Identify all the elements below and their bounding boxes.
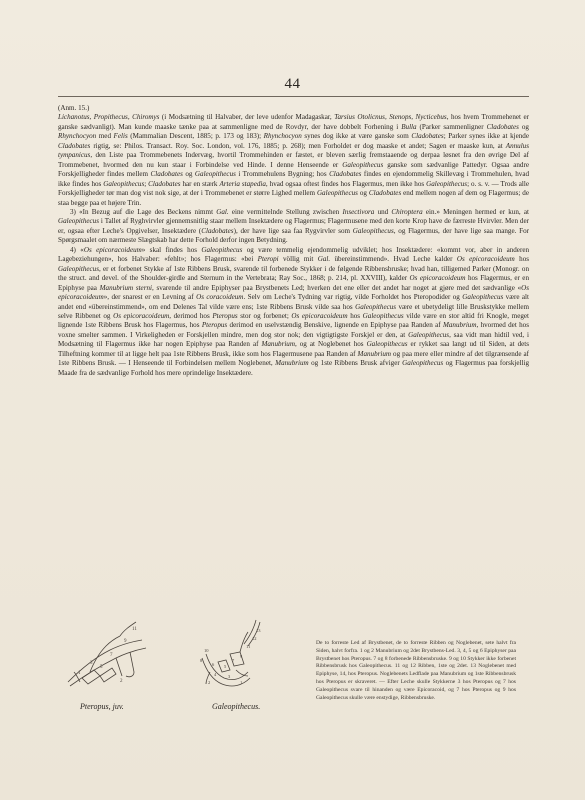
text-segment: og Flagermus paa forskjellig Maade fra de sædvanlige Forhold hos mere oprindelige Insektædere. <box>58 359 529 377</box>
figure-label: 9 <box>124 639 127 644</box>
text-segment: vilde være en stor altid fri Knogle, meget lignende 1ste Ribbens Brusk hos Flagermus, hos <box>58 311 530 330</box>
text-segment: , er et forbenet Stykke af 1ste Ribbens Brusk, svarende til forbenede Stykker i de følgende Ribbensbruske; hvad han, tilligemed Parker (Monogr. on the struct. and devel. of the Shoulder-girdle and Sternum in the Vertebrata; Ray Soc., 1868; p. 214, pl. XXVIII), kalder <box>58 264 529 283</box>
text-segment: og <box>357 189 369 198</box>
italic-term: Annulus tympanicus <box>58 141 529 160</box>
text-segment: und <box>374 207 392 216</box>
italic-term: Cladobates <box>486 122 519 131</box>
italic-term: Os epicoracoideum <box>58 283 530 302</box>
text-segment: derimod en uselvstændig Benskive, lignende en Epiphyse paa Randen af <box>227 321 443 330</box>
text-segment: übereinstimmend». Hvad Leche kalder <box>330 255 457 264</box>
text-segment: i Tallet af Ryghvirvler gjennemsnitlig staar mellem Insektædere og Flagermus; Flagermusene med den korte Krop have de færreste Hvirvler. Men der er, ogsaa efter Leche's Opgivelser, Insektædere ( <box>58 217 529 235</box>
galeopithecus-sternum-drawing <box>196 614 274 696</box>
text-segment: ; <box>144 179 149 188</box>
text-segment: ein.» Meningen hermed er kun, at <box>422 207 530 216</box>
italic-term: Galeopithecus <box>58 264 99 273</box>
text-segment: være et ubetydeligt lille Bruskstykke mellem selve Ribbenet og <box>58 302 530 320</box>
figure-label: 8 <box>200 658 203 663</box>
text-segment: . Selv om Leche's Tydning var rigtig, vilde Forholdet hos Pteropodider og <box>243 293 463 302</box>
italic-term: Galeopithecus <box>426 179 468 188</box>
text-segment: stor og forbenet; <box>237 311 292 320</box>
note-label: (Anm. 15.) <box>58 104 90 112</box>
italic-term: Pteropus <box>212 311 238 320</box>
italic-term: Galeopithecus <box>362 311 404 320</box>
italic-term: Manubrium <box>261 340 295 349</box>
italic-term: Galeopithecus <box>316 189 358 198</box>
text-segment: og <box>182 170 195 179</box>
text-segment: , hvad ogsaa oftest findes hos Flagermus, men ikke hos <box>265 179 427 188</box>
text-segment: 3) «In Bezug auf die Lage des Beckens nimmt <box>70 207 217 216</box>
italic-term: Rhynchocyon <box>58 132 97 141</box>
text-segment: med <box>96 132 114 141</box>
italic-term: Manubrium <box>357 349 392 358</box>
text-segment: , hvormed det hos voxne smelter sammen. I Virkeligheden er Forskjellen mindre, men dog stor nok; den vigtigtigste Forskjel er den, at <box>58 321 529 339</box>
italic-term: Galeopithecus <box>58 217 99 226</box>
header-rule <box>58 96 529 97</box>
figure-label: 1 <box>240 680 243 685</box>
paragraph-2 <box>58 208 529 246</box>
paragraph-1 <box>58 113 529 208</box>
text-segment: og 1ste Ribbens Brusk afviger <box>308 359 403 368</box>
text-segment: ; Parker synes ikke at kjende <box>443 132 529 141</box>
text-segment: og være temmelig ejendommelig udviklet; hos Insektædere: «kommt vor, aber in anderen Lagebeziehungen», hos Halvaber: «fehlt»; hos Flagermus: «bei <box>58 245 530 264</box>
figure-label: 7 <box>232 658 235 663</box>
italic-term: Os epicoracoideum <box>456 255 515 264</box>
figure-caption-galeopithecus: Galeopithecus. <box>212 702 261 711</box>
text-segment: ganske som sædvanlige Pattedyr. Ogsaa andre Forskjelligheder findes mellem <box>58 160 529 179</box>
text-segment: , den Liste paa Trommebenets Indervæg, hvortil Trommehinden er fæstet, er bleven særlig fremstaaende og derpaa løsnet fra den øvrige Del af Trommebenet, hvormed den nu kun staar i Forbindelse ved Hinde. I denne Henseende er <box>58 151 529 169</box>
italic-term: Galeopithecus <box>366 340 408 349</box>
text-segment: har en stærk <box>180 179 220 188</box>
italic-term: Cladobates <box>150 170 183 179</box>
pteropus-sternum-drawing <box>60 612 155 696</box>
text-segment: , svarende til andre Epiphyser paa Brystbenets Led; hverken det ene eller det andet har noget at gjøre med det sædvanlige « <box>152 283 522 292</box>
text-segment: , derimod hos <box>169 311 213 320</box>
text-segment: rigtig, se: Philos. Transact. Roy. Soc. London, vol. 176, 1885; p. 268); men Forholdet er dog maaske et andet; Sagen er maaske kun, at <box>90 141 506 150</box>
italic-term: Galeopithecus <box>355 302 397 311</box>
figure-label: 4 <box>214 672 217 677</box>
text-segment: være alt andet end «übereinstimmend», om end Delenes Tal vilde være ens; 1ste Ribbens Brusk vilde saa hos <box>58 293 529 311</box>
text-segment: og <box>518 122 529 131</box>
italic-term: Galeopithecus <box>194 170 236 179</box>
italic-term: Rhynchocyon <box>263 132 302 141</box>
text-segment: » skal findes hos <box>141 245 202 254</box>
italic-term: Os coracoideum <box>196 293 244 302</box>
figure-label: 7 <box>110 653 113 658</box>
text-segment: i Trommehulens Bygning; hos <box>235 170 330 179</box>
italic-term: Os epicoracoideum <box>113 311 170 320</box>
italic-term: Galeopithecus <box>462 293 504 302</box>
figure-label: 2 <box>120 679 123 684</box>
text-segment: synes dog ikke at være ganske som <box>301 132 412 141</box>
italic-term: Pteropus <box>201 321 228 330</box>
body-text <box>58 104 529 378</box>
text-segment: end mellem nogen af dem og Flagermus; de staa begge paa et højere Trin. <box>58 189 529 207</box>
text-segment: völlig mit <box>278 255 318 264</box>
italic-term: Os epicoracoideum <box>83 245 142 254</box>
text-segment: , hos hvem Trommehenet er ganske sædvanligt). Man kunde maaske tænke paa at sammenligne med de Rovdyr, der have dobbelt Forhening i <box>58 113 529 131</box>
figure-legend: De to forreste Led af Brystbenet, de to forreste Ribben og Noglebenet, sete halvt fra Siden, halvt forfra. 1 og 2 Manubrium og 2det Brystbens-Led. 3, 4, 5 og 6 Epiphyser paa Brystbenet hos Pteropus. 7 og 8 forbenede Ribbensbruske. 9 og 10 Stykker ikke forbenet Ribbensbrusk hos Galeopithecus. 11 og 12 Ribben, 1ste og 2det. 13 Noglebenet med Epiphyse, 14, hos Pteropus. Noglebenets Ledflade paa Manubrium og 1ste Ribbensbrusk hos Pteropus er skraveret. — Efter Leche skulle Stykkerne 3 hos Pteropus og 7 hos Galeopithecus svare til hinanden og være Epicoracoid, og 7 hos Pteropus og 9 hos Galeopithecus skulle være enstydige, Ribbensbruske. <box>316 640 516 701</box>
text-segment: findes en ejendommelig Skillevæg i Trommehulen, hvad ikke findes hos <box>58 170 530 188</box>
figure-label: 9 <box>240 654 243 659</box>
italic-term: Tarsius Otolicnus, Stenops, Nycticebus <box>334 113 447 122</box>
text-segment: ), der have lige saa faa Rygvirvler som <box>233 226 353 235</box>
text-segment: , saa vidt man hidtil ved, i Modsætning til Flagermus ikke har nogen Epiphyse paa Randen af <box>58 330 529 349</box>
italic-term: Galeopithecus <box>103 179 145 188</box>
text-segment: (Mammalian Descent, 1885; p. 173 og 183); <box>127 132 264 141</box>
italic-term: Insectivora <box>342 207 375 216</box>
figure-label: 13 <box>256 628 261 633</box>
italic-term: Galeopithecus <box>201 245 243 254</box>
figure-label: 3 <box>90 661 93 666</box>
italic-term: Galeopithecus <box>408 330 450 339</box>
italic-term: Os epicoracoideum <box>291 311 348 320</box>
italic-term: Felis <box>113 132 128 141</box>
text-segment: eine vermittelnde Stellung zwischen <box>228 207 343 216</box>
italic-term: Cladobates <box>201 226 234 235</box>
figure-label: 6 <box>212 662 215 667</box>
italic-term: Gal. <box>317 255 331 264</box>
text-segment: hos <box>514 255 529 264</box>
italic-term: Galeopithecus <box>352 226 394 235</box>
text-segment: 4) « <box>70 245 84 254</box>
text-segment: er rykket saa langt ud til Siden, at dets Tilheftning kommer til at ligge helt paa 1ste Ribbens Brusk, ikke som hos Flagermusene paa Randen af <box>58 340 529 358</box>
text-segment: (Parker sammenligner <box>416 122 487 131</box>
text-segment: », der snarest er en Levning af <box>103 293 197 302</box>
italic-term: Cladobates <box>148 179 181 188</box>
text-segment: , og at Noglebenet hos <box>294 340 367 349</box>
figure-label: 1 <box>78 671 81 676</box>
text-segment: ; o. s. v. — Trods alle Forskjelligheder tør man dog vist nok sige, at der i Trommebenet er større Lighed mellem <box>58 179 529 198</box>
figure-label: 5 <box>224 664 227 669</box>
text-segment: , og Flagermus, der have lige saa mange. For Spørgsmaalet om nærmeste Slægtskab har dette Forhold derfor ingen Betydning. <box>58 226 529 245</box>
italic-term: Bulla <box>401 122 417 131</box>
italic-term: Galeopithecus <box>342 160 384 169</box>
italic-term: Gal. <box>216 207 229 216</box>
italic-term: Manubrium <box>442 321 477 330</box>
figure-label: 3 <box>228 674 231 679</box>
page-number: 44 <box>284 76 301 92</box>
text-segment: hos Flagermus, er en Epiphyse paa <box>58 274 529 292</box>
paragraph-3 <box>58 246 529 378</box>
figure-label: 10 <box>204 648 209 653</box>
figure-label: 11 <box>132 627 137 632</box>
italic-term: Chiroptera <box>391 207 423 216</box>
italic-term: Lichanotus, Propithecus, Chiromys <box>58 113 160 122</box>
italic-term: Cladobates <box>58 141 91 150</box>
text-segment: hos <box>347 311 363 320</box>
italic-term: Os epicoracoideum <box>409 274 466 283</box>
italic-term: Arteria stapedia <box>219 179 266 188</box>
italic-term: Galeopithecus <box>402 359 444 368</box>
figure-galeopithecus <box>196 614 274 696</box>
text-segment: (i Modsætning til Halvaber, der leve udenfor Madagaskar, <box>159 113 335 122</box>
italic-term: Pteropi <box>257 255 279 264</box>
text-segment: og paa mere eller mindre af det tilgrænsende af 1ste Ribbens Brusk. — I Henseende til Forbindelsen mellem Noglebenet, <box>58 349 529 368</box>
figure-caption-pteropus: Pteropus, juv. <box>80 702 124 711</box>
italic-term: Manubrium <box>275 359 309 368</box>
figure-label: 5 <box>100 665 103 670</box>
italic-term: Cladobates <box>368 189 402 198</box>
figure-pteropus <box>60 612 155 696</box>
figure-label: 11 <box>246 644 251 649</box>
italic-term: Cladobates <box>329 170 362 179</box>
italic-term: Cladobates <box>411 132 444 141</box>
figure-label: 2 <box>208 680 211 685</box>
figure-label: 12 <box>252 636 257 641</box>
italic-term: Manubrium sterni <box>99 283 152 292</box>
